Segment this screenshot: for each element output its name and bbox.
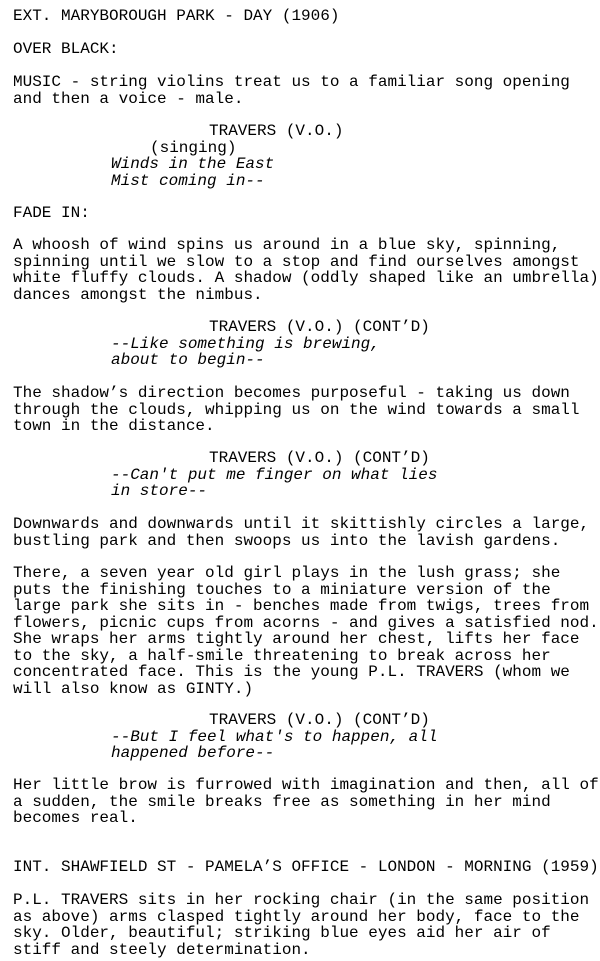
- action-line: Downwards and downwards until it skittishly circles a large,: [13, 515, 590, 533]
- action-line: to the sky, a half-smile threatening to break across her: [13, 646, 551, 665]
- action-line: large park she sits in - benches made from twigs, trees from: [13, 597, 590, 615]
- action-line: concentrated face. This is the young P.L. TRAVERS (whom we: [13, 663, 570, 681]
- dialogue-line: --Like something is brewing,: [111, 334, 380, 353]
- action-line: MUSIC - string violins treat us to a familiar song opening: [13, 73, 570, 91]
- action-line: and then a voice - male.: [13, 89, 244, 108]
- dialogue-line: Mist coming in--: [111, 171, 265, 190]
- action-line: flowers, picnic cups from acorns - and gives a satisfied nod.: [13, 613, 599, 632]
- character-cue: TRAVERS (V.O.): [209, 122, 344, 140]
- character-cue: TRAVERS (V.O.) (CONT’D): [209, 318, 430, 336]
- dialogue-line: --But I feel what's to happen, all: [111, 727, 438, 746]
- transition: OVER BLACK:: [13, 40, 119, 58]
- dialogue-line: happened before--: [111, 744, 275, 762]
- action-line: bustling park and then swoops us into the lavish gardens.: [13, 531, 561, 550]
- dialogue-line: --Can't put me finger on what lies: [111, 465, 438, 484]
- action-line: dances amongst the nimbus.: [13, 285, 263, 304]
- dialogue-line: in store--: [111, 482, 208, 500]
- action-line: town in the distance.: [13, 417, 215, 435]
- action-line: A whoosh of wind spins us around in a blue sky, spinning,: [13, 236, 561, 254]
- scene-heading: EXT. MARYBOROUGH PARK - DAY (1906): [13, 7, 340, 25]
- action-line: She wraps her arms tightly around her chest, lifts her face: [13, 630, 580, 648]
- dialogue-line: about to begin--: [111, 351, 265, 369]
- action-line: will also know as GINTY.): [13, 679, 254, 698]
- action-line: There, a seven year old girl plays in the lush grass; she: [13, 564, 561, 582]
- action-line: stiff and steely determination.: [13, 940, 311, 959]
- action-line: The shadow’s direction becomes purposeful - taking us down: [13, 384, 570, 402]
- transition: FADE IN:: [13, 204, 90, 222]
- action-line: P.L. TRAVERS sits in her rocking chair (in the same position: [13, 891, 590, 909]
- action-line: white fluffy clouds. A shadow (oddly shaped like an umbrella): [13, 269, 599, 287]
- action-line: a sudden, the smile breaks free as something in her mind: [13, 792, 551, 811]
- action-line: becomes real.: [13, 809, 138, 827]
- scene-heading: INT. SHAWFIELD ST - PAMELA’S OFFICE - LONDON - MORNING (1959): [13, 858, 599, 876]
- action-line: through the clouds, whipping us on the wind towards a small: [13, 400, 580, 419]
- action-line: spinning until we slow to a stop and find ourselves amongst: [13, 252, 580, 271]
- action-line: puts the finishing touches to a miniature version of the: [13, 580, 551, 599]
- character-cue: TRAVERS (V.O.) (CONT’D): [209, 449, 430, 467]
- action-line: sky. Older, beautiful; striking blue eyes aid her air of: [13, 924, 551, 942]
- action-line: as above) arms clasped tightly around her body, face to the: [13, 907, 580, 926]
- dialogue-line: Winds in the East: [111, 155, 275, 173]
- action-line: Her little brow is furrowed with imagination and then, all of: [13, 776, 599, 794]
- parenthetical: (singing): [150, 138, 237, 157]
- character-cue: TRAVERS (V.O.) (CONT’D): [209, 711, 430, 729]
